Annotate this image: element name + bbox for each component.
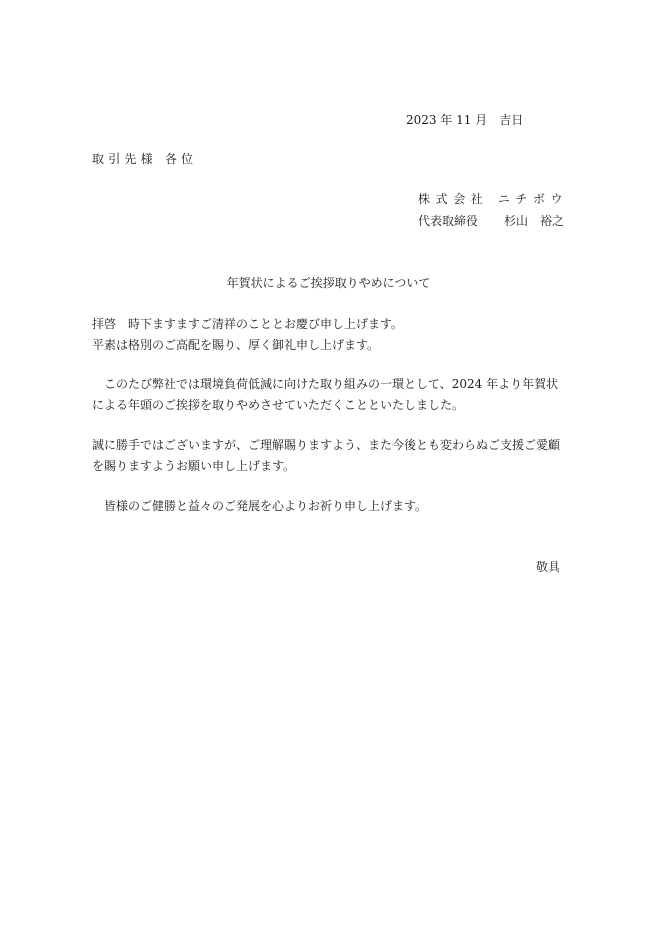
letter-subject: 年賀状によるご挨拶取りやめについて	[226, 276, 431, 290]
paragraph-2-line-2: による年頭のご挨拶を取りやめさせていただくことといたしました。	[92, 398, 465, 412]
paragraph-3-line-2: を賜りますようお願い申し上げます。	[92, 459, 296, 473]
sender-name: 杉山 裕之	[504, 214, 565, 228]
paragraph-2-line-1: このたび弊社では環境負荷低減に向けた取り組みの一環として、2024 年より年賀状	[92, 377, 559, 391]
paragraph-3-line-1: 誠に勝手ではございますが、ご理解賜りますよう、また今後とも変わらぬご支援ご愛顧	[92, 438, 561, 452]
sender-representative	[418, 215, 564, 227]
sender-company: 株式会社 ニチボウ	[418, 192, 569, 206]
recipient: 取引先様 各位	[92, 152, 198, 166]
paragraph-4-line-1: 皆様のご健勝と益々のご発展を心よりお祈り申し上げます。	[92, 499, 428, 513]
letter-date: 2023 年 11 月 吉日	[406, 113, 524, 127]
paragraph-1-line-2: 平素は格別のご高配を賜り、厚く御礼申し上げます。	[92, 338, 380, 352]
closing-keigu: 敬具	[536, 560, 561, 574]
paragraph-1-line-1: 拝啓 時下ますますご清祥のこととお慶び申し上げます。	[92, 317, 404, 331]
sender-title: 代表取締役	[418, 214, 479, 228]
